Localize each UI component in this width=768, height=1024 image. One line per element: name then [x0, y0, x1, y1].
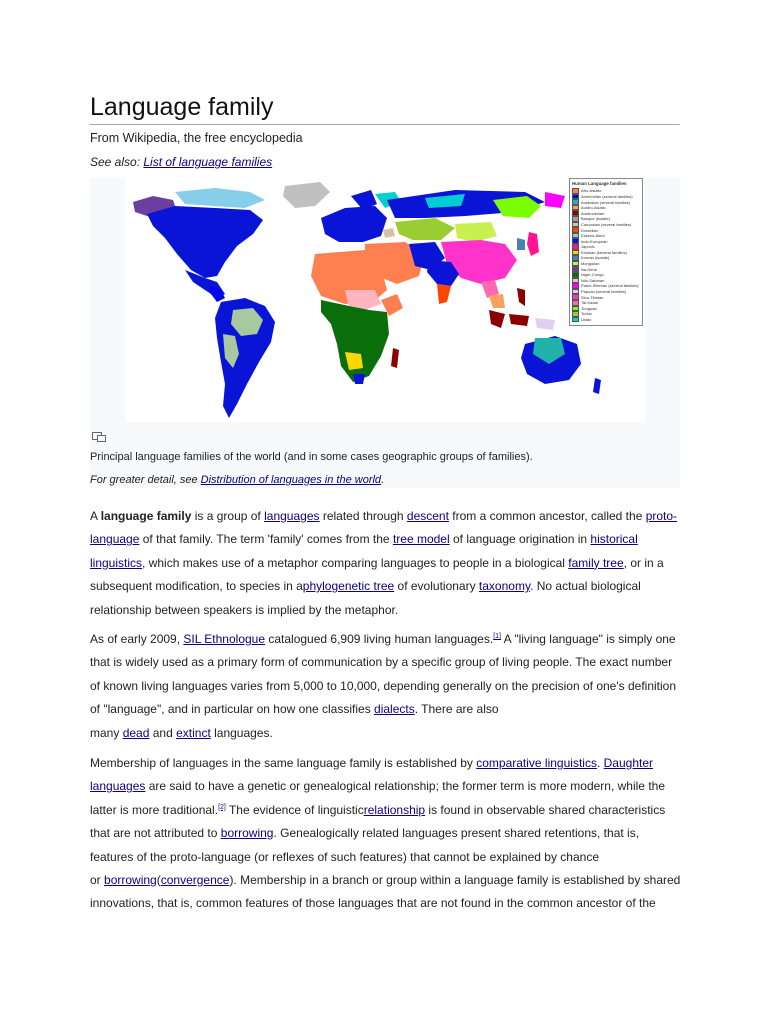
legend-list: [572, 188, 640, 322]
legend-label: Sino-Tibetan: [581, 294, 604, 300]
text: of evolutionary: [394, 579, 479, 594]
paragraph-line: [90, 869, 680, 892]
legend-item: [572, 283, 640, 289]
legend-item: [572, 194, 640, 200]
text: of "language", and in particular on how one classifies: [90, 702, 375, 717]
text: catalogued 6,909 living human languages.: [265, 632, 494, 646]
page-subtitle: From Wikipedia, the free encyclopedia: [90, 131, 303, 145]
legend-item: [572, 317, 640, 323]
paragraph-living-languages: [90, 628, 680, 745]
legend-label: Dravidian: [581, 227, 598, 233]
legend-label: Uralic: [581, 317, 592, 322]
paragraph-line: [90, 628, 680, 651]
link-extinct[interactable]: extinct: [176, 725, 211, 740]
text: are said to have a genetic or genealogical relationship; the former term is more modern, while the: [145, 779, 665, 794]
paragraph-line: [90, 822, 680, 845]
term-bold: language family: [100, 509, 192, 523]
paragraph-line: that is widely used as a primary form of communication by a specific group of living people. The exact number: [90, 655, 673, 670]
legend-label: Khoisan (several families): [581, 249, 627, 255]
link-taxonomy[interactable]: taxonomy: [478, 579, 531, 594]
legend-label: Tai-Kadai: [581, 300, 598, 306]
link-convergence[interactable]: convergence: [160, 873, 230, 888]
link-languages[interactable]: languages: [264, 509, 320, 523]
legend-label: Nilo-Saharan: [581, 277, 605, 283]
text: languages.: [210, 725, 273, 740]
text: that are not attributed to: [90, 826, 221, 841]
legend-label: Japonic: [581, 244, 595, 250]
legend-swatch: [572, 317, 579, 323]
link-dialects[interactable]: dialects: [374, 702, 415, 717]
link-daughter-languages-cont[interactable]: languages: [90, 779, 146, 794]
text: of that family. The term 'family' comes from the: [139, 532, 393, 547]
caption-detail-suffix: .: [381, 474, 385, 486]
paragraph-line: [90, 575, 680, 598]
legend-label: Mongolian: [581, 261, 600, 267]
link-descent[interactable]: descent: [406, 509, 449, 523]
paragraph-line: [90, 552, 680, 575]
world-map[interactable]: [125, 178, 645, 422]
link-historical-linguistics-cont[interactable]: linguistics: [90, 555, 143, 570]
text: .: [596, 756, 604, 770]
text: . Genealogically related languages present shared retentions, that is,: [273, 826, 640, 841]
legend-label: Amerindian (several families): [581, 193, 633, 199]
legend-label: Austronesian: [581, 210, 605, 216]
text: of language origination in: [449, 532, 591, 547]
figure-caption-detail: [90, 474, 384, 486]
text: ). Membership in a branch or group within a language family is established by shared: [229, 873, 681, 888]
text: subsequent modification, to species in a: [90, 579, 303, 594]
legend-item: [572, 222, 640, 228]
text: The evidence of linguistic: [225, 802, 364, 817]
paragraph-line: [90, 775, 680, 798]
link-family-tree[interactable]: family tree: [568, 555, 624, 570]
text: from a common ancestor, called the: [448, 509, 646, 523]
map-region-korea: [517, 238, 525, 250]
legend-label: Na-Dene: [581, 266, 598, 272]
legend-label: Eskimo-Aleut: [581, 233, 605, 239]
link-dead[interactable]: dead: [122, 725, 150, 740]
see-also-link[interactable]: List of language families: [143, 155, 273, 169]
text: Membership of languages in the same language family is established by: [90, 756, 477, 770]
paragraph-line: [90, 799, 680, 822]
figure-caption: Principal language families of the world (and in some cases geographic groups of families).: [90, 451, 533, 463]
paragraph-line: features of the proto-language (or reflexes of such features) that cannot be explained by chance: [90, 849, 599, 864]
page-title: Language family: [90, 92, 680, 125]
link-tree-model[interactable]: tree model: [392, 532, 450, 547]
legend-label: Korean (isolate): [581, 255, 610, 261]
legend-title: Human Language families: [572, 181, 627, 186]
text: , which makes use of a metaphor comparing languages to people in a biological: [142, 555, 569, 570]
map-region-south-africa-ie: [353, 374, 365, 384]
legend-label: Tungusic: [581, 305, 598, 311]
paragraph-line: [90, 722, 680, 745]
caption-detail-prefix: For greater detail, see: [90, 474, 201, 486]
legend-label: Afro-Asiatic: [581, 188, 602, 194]
world-language-map: [125, 178, 645, 422]
text: is a group of: [191, 509, 265, 523]
link-borrowing-2[interactable]: borrowing: [104, 873, 157, 888]
text: (: [156, 873, 161, 888]
paragraph-line: [90, 505, 680, 528]
paragraph-line: innovations, that is, common features of those languages that are not found in the common ancestor of the: [90, 896, 656, 911]
legend-label: Austro-Asiatic: [581, 205, 606, 211]
text: and: [149, 725, 177, 740]
text: . No actual biological: [530, 579, 641, 594]
legend-label: Basque (isolate): [581, 216, 610, 222]
paragraph-line: of known living languages varies from 5,000 to 10,000, depending generally on the precision of one's definition: [90, 678, 677, 693]
link-proto-language-cont[interactable]: language: [90, 532, 140, 547]
legend-item: [572, 199, 640, 205]
legend-label: Turkic: [581, 311, 592, 317]
paragraph-line: relationship between speakers is implied by the metaphor.: [90, 602, 399, 617]
paragraph-line: [90, 698, 680, 721]
text: , or in a: [623, 555, 664, 570]
reference-2-link[interactable]: [2]: [218, 803, 226, 811]
text: . There are also: [414, 702, 499, 717]
text: A "living language" is simply one: [500, 632, 676, 646]
link-historical-linguistics[interactable]: historical: [590, 532, 638, 547]
paragraph-line: [90, 528, 680, 551]
legend-label: Indo-European: [581, 238, 608, 244]
link-daughter-languages[interactable]: Daughter: [603, 756, 653, 770]
legend-label: Caucasian (several families): [581, 221, 632, 227]
see-also-label: See also:: [90, 155, 144, 169]
paragraph-line: [90, 752, 680, 775]
paragraph-intro: [90, 505, 680, 622]
link-sil-ethnologue[interactable]: SIL Ethnologue: [183, 632, 266, 646]
link-relationship[interactable]: relationship: [363, 802, 426, 817]
legend-label: Paleo-Siberian (several families): [581, 283, 639, 289]
enlarge-icon[interactable]: [92, 432, 106, 442]
text: As of early 2009,: [90, 632, 184, 646]
text: many: [90, 725, 123, 740]
link-borrowing[interactable]: borrowing: [220, 826, 274, 841]
legend-label: Australian (several families): [581, 199, 631, 205]
text: related through: [319, 509, 407, 523]
legend-label: Papuan (several families): [581, 289, 627, 295]
text: A: [90, 509, 101, 523]
map-legend: [569, 178, 643, 326]
distribution-link[interactable]: Distribution of languages in the world: [200, 474, 382, 486]
link-proto-language[interactable]: proto-: [645, 509, 678, 523]
reference-1-link[interactable]: [1]: [493, 633, 501, 640]
paragraph-membership: [90, 752, 680, 916]
link-comparative-linguistics[interactable]: comparative linguistics: [476, 756, 597, 770]
map-figure: [90, 178, 680, 488]
see-also-note: [90, 155, 272, 169]
link-phylogenetic-tree[interactable]: phylogenetic tree: [302, 579, 395, 594]
text: or: [90, 873, 105, 888]
legend-label: Niger-Congo: [581, 272, 604, 278]
text: latter is more traditional.: [90, 802, 219, 817]
text: is found in observable shared characteristics: [425, 802, 666, 817]
